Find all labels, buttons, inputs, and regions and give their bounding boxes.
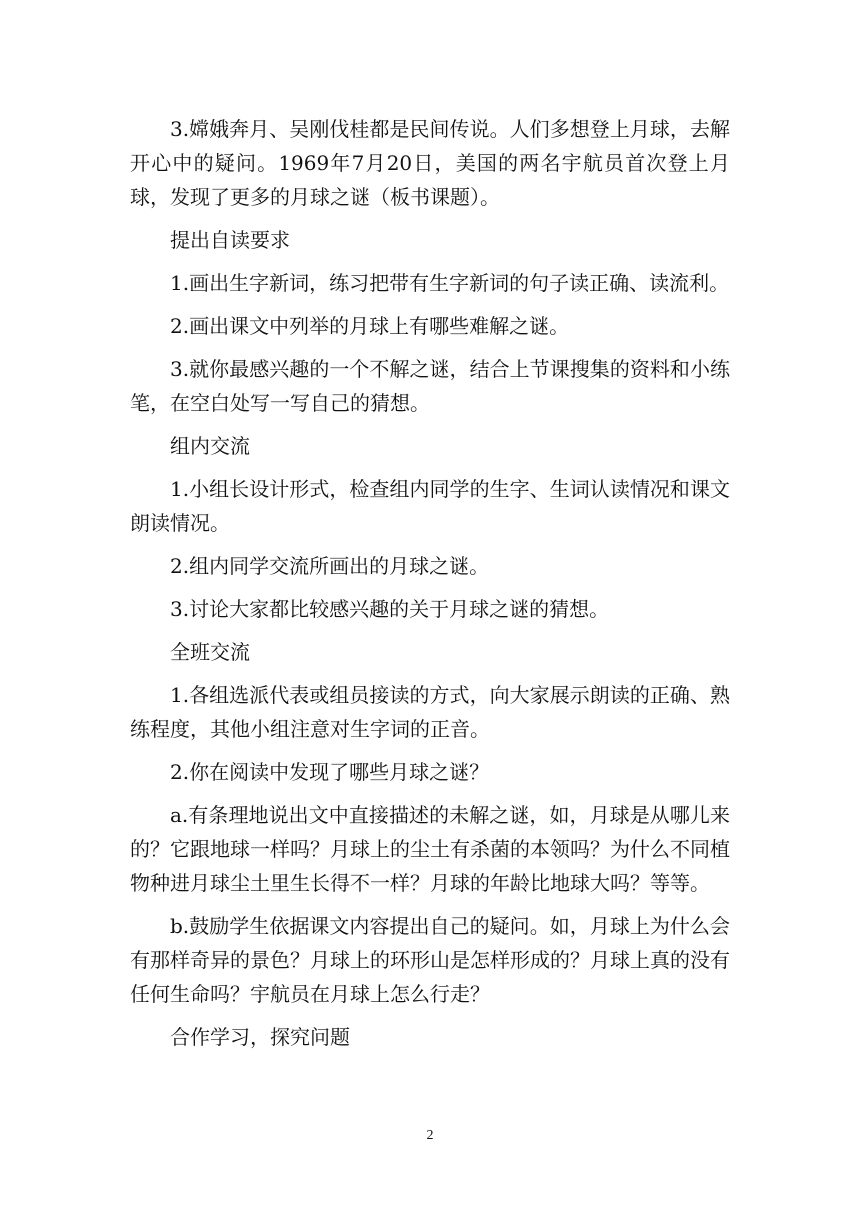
sub-item-a: a.有条理地说出文中直接描述的未解之谜，如，月球是从哪儿来的？它跟地球一样吗？月球上的尘土有杀菌的本领吗？为什么不同植物种进月球尘土里生长得不一样？月球的年龄比地球大吗？等等。	[130, 803, 730, 895]
section-heading-self-reading: 提出自读要求	[170, 228, 290, 252]
section-heading-class-discussion: 全班交流	[170, 640, 250, 664]
list-item: 3.就你最感兴趣的一个不解之谜，结合上节课搜集的资料和小练笔，在空白处写一写自己的猜想。	[130, 357, 730, 415]
list-item: 1.各组选派代表或组员接读的方式，向大家展示朗读的正确、熟练程度，其他小组注意对生字词的正音。	[130, 683, 730, 741]
list-item: 2.画出课文中列举的月球上有哪些难解之谜。	[170, 314, 570, 338]
page-number: 2	[426, 1128, 434, 1143]
list-item: 1.小组长设计形式，检查组内同学的生字、生词认读情况和课文朗读情况。	[130, 477, 730, 535]
list-item: 2.你在阅读中发现了哪些月球之谜？	[170, 760, 490, 784]
intro-paragraph: 3.嫦娥奔月、吴刚伐桂都是民间传说。人们多想登上月球，去解开心中的疑问。1969年7月20日，美国的两名宇航员首次登上月球，发现了更多的月球之谜（板书课题）。	[130, 117, 730, 209]
list-item: 3.讨论大家都比较感兴趣的关于月球之谜的猜想。	[170, 597, 610, 621]
list-item: 2.组内同学交流所画出的月球之谜。	[170, 554, 490, 578]
list-item: 1.画出生字新词，练习把带有生字新词的句子读正确、读流利。	[170, 271, 730, 295]
page-body	[130, 112, 730, 1063]
section-heading-group-discussion: 组内交流	[170, 434, 250, 458]
section-heading-cooperative-learning: 合作学习，探究问题	[170, 1025, 350, 1049]
sub-item-b: b.鼓励学生依据课文内容提出自己的疑问。如，月球上为什么会有那样奇异的景色？月球上的环形山是怎样形成的？月球上真的没有任何生命吗？宇航员在月球上怎么行走？	[130, 914, 730, 1006]
